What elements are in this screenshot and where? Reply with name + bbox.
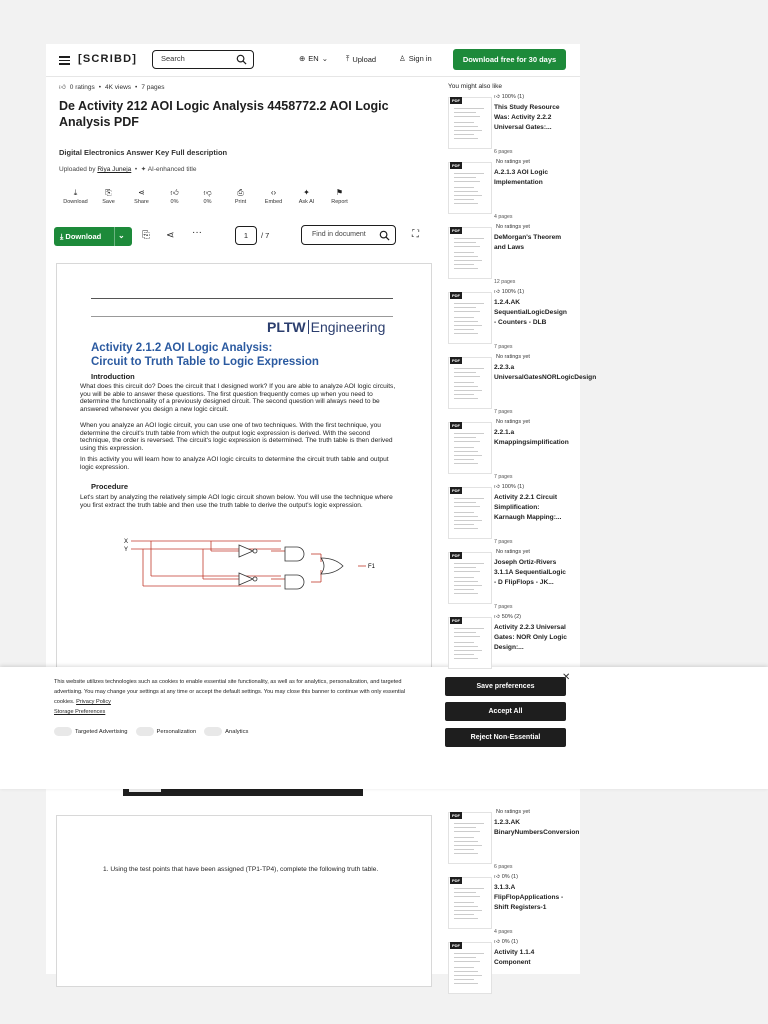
document-thumbnail [448, 812, 492, 864]
page-title: De Activity 212 AOI Logic Analysis 4458772.2 AOI Logic Analysis PDF [59, 99, 389, 129]
action-ask-ai[interactable]: ✦ Ask AI [290, 187, 323, 205]
action-bar [59, 187, 356, 205]
find-in-document-input[interactable]: Find in document [301, 225, 396, 245]
embed-icon: ‹› [270, 188, 277, 197]
activity-heading: Activity 2.1.2 AOI Logic Analysis: Circuit to Truth Table to Logic Expression [91, 342, 319, 368]
item-rating: 100% (1) [501, 289, 525, 295]
sidebar-item[interactable] [448, 159, 568, 221]
uploader-line: Uploaded by Riya Juneja • ✦ AI-enhanced title [59, 166, 197, 173]
item-title: 2.2.3.a UniversalGatesNORLogicDesign [494, 364, 597, 381]
sparkle-icon: ✦ [140, 166, 147, 173]
globe-icon: ⊕ [299, 54, 306, 63]
bookmark-icon: ⎘ [105, 188, 112, 197]
upload-icon: ⤒ [346, 54, 350, 63]
full-description-link[interactable]: Full description [171, 148, 228, 157]
upload-button[interactable]: ⤒ Upload [346, 54, 377, 64]
item-pages: 7 pages [494, 539, 513, 545]
pdf-badge: PDF [452, 163, 460, 168]
user-icon: ♙ [399, 54, 406, 63]
scribd-logo[interactable]: [SCRIBD] [78, 53, 138, 65]
item-rating: No ratings yet [496, 419, 530, 425]
toggle-targeted-advertising[interactable]: Targeted Advertising [54, 727, 128, 736]
pdf-badge: PDF [452, 878, 460, 883]
search-icon [379, 230, 390, 241]
action-report[interactable]: ⚑ Report [323, 187, 356, 205]
document-page-2 [56, 815, 432, 987]
share-icon: ⋖ [138, 188, 145, 197]
item-pages: 4 pages [494, 214, 513, 220]
more-icon[interactable]: ··· [192, 227, 202, 238]
item-rating: 0% (1) [501, 939, 518, 945]
item-pages: 7 pages [494, 409, 513, 415]
sidebar-item[interactable] [448, 224, 568, 286]
item-rating: 50% (2) [501, 614, 522, 620]
procedure-heading: Procedure [91, 482, 129, 491]
sparkle-icon: ✦ [303, 188, 310, 197]
item-title: A.2.1.3 AOI Logic Implementation [494, 169, 548, 186]
fullscreen-icon[interactable]: ⛶ [412, 229, 419, 240]
download-free-button[interactable]: Download free for 30 days [453, 49, 566, 70]
item-rating: No ratings yet [496, 159, 530, 165]
document-thumbnail [448, 422, 492, 474]
reject-non-essential-button[interactable]: Reject Non-Essential [445, 728, 566, 747]
download-icon: ⤓ [73, 188, 78, 197]
cookie-text: This website utilizes technologies such as cookies to enable essential site functionality, as well as for analytics, personalization, and targeted advertising. You may change your settings at any time or accept the default settings. You may close this banner to continue with only essential cookies. [54, 679, 406, 705]
document-thumbnail [448, 617, 492, 669]
item-pages: 7 pages [494, 474, 513, 480]
pdf-badge: PDF [452, 943, 460, 948]
item-pages: 4 pages [494, 929, 513, 935]
sidebar-item[interactable] [448, 614, 568, 676]
item-title: 1.2.3.AK BinaryNumbersConversion [494, 819, 580, 836]
thumbs-up-icon: 👍︎ [59, 84, 66, 91]
sidebar-item[interactable] [448, 874, 568, 936]
thumbs-down-icon: 👎︎ [203, 188, 212, 197]
sidebar-item[interactable] [448, 354, 597, 416]
doc-meta: 👍︎ 0 ratings • 4K views • 7 pages [59, 83, 165, 91]
privacy-policy-link[interactable]: Privacy Policy [76, 699, 111, 705]
item-title: Joseph Ortiz-Rivers 3.1.1A SequentialLogic - D FlipFlops - JK... [494, 559, 566, 586]
pdf-badge: PDF [452, 553, 460, 558]
item-pages: 12 pages [494, 279, 516, 285]
item-title: 2.2.1.a Kmappingsimplification [494, 429, 569, 446]
aoi-circuit-diagram [121, 534, 376, 604]
thumbs-up-icon: 👍︎ [494, 289, 500, 295]
action-save[interactable]: ⎘ Save [92, 187, 125, 205]
thumbs-up-icon: 👍︎ [170, 188, 179, 197]
item-rating: No ratings yet [496, 549, 530, 555]
toggle-personalization[interactable]: Personalization [136, 727, 197, 736]
pdf-badge: PDF [452, 813, 460, 818]
chevron-down-icon[interactable]: ⌄ [118, 231, 125, 240]
sidebar-title: You might also like [448, 83, 502, 90]
download-icon: ⤓ [60, 232, 64, 241]
intro-paragraph-3: In this activity you will learn how to analyze AOI logic circuits to determine the circuit truth table and output logic expression. [80, 456, 389, 471]
close-icon[interactable]: ✕ [562, 672, 571, 683]
action-embed[interactable]: ‹› Embed [257, 187, 290, 205]
search-icon [236, 54, 247, 65]
search-placeholder: Search [161, 54, 185, 63]
pdf-badge: PDF [452, 618, 460, 623]
uploader-link[interactable]: Riya Juneja [97, 166, 132, 173]
introduction-heading: Introduction [91, 372, 135, 381]
document-thumbnail [448, 552, 492, 604]
action-print[interactable]: ⎙ Print [224, 187, 257, 205]
pdf-badge: PDF [452, 488, 460, 493]
top-bar [46, 44, 580, 77]
input-x-label: X [124, 539, 129, 545]
question-1: 1. Using the test points that have been assigned (TP1-TP4), complete the following truth table. [103, 866, 379, 873]
item-title: 1.2.4.AK SequentialLogicDesign - Counters - DLB [494, 299, 567, 326]
action-dislike[interactable]: 👎︎ 0% [191, 187, 224, 205]
language-selector[interactable]: ⊕ EN ⌄ [299, 54, 329, 63]
item-rating: No ratings yet [496, 354, 530, 360]
item-title: DeMorgan's Theorem and Laws [494, 234, 562, 251]
pdf-badge: PDF [452, 358, 460, 363]
intro-paragraph-2: When you analyze an AOI logic circuit, you can use one of two techniques. With the first technique, you determine the circuit's truth table from which the output logic expression is derived. With the second technique, the order is reversed. The circuit's logic expression is determined. The truth table is then derived using this expression. [80, 422, 393, 452]
pdf-badge: PDF [452, 228, 460, 233]
menu-icon[interactable] [59, 56, 70, 64]
input-y-label: Y [124, 547, 129, 553]
document-thumbnail [448, 292, 492, 344]
page-total: / 7 [261, 231, 270, 240]
print-icon: ⎙ [237, 188, 244, 197]
item-rating: No ratings yet [496, 809, 530, 815]
item-pages: 6 pages [494, 864, 513, 870]
item-pages: 6 pages [494, 149, 513, 155]
thumbs-up-icon: 👍︎ [494, 94, 500, 100]
document-page-1 [56, 263, 432, 705]
sidebar-item[interactable] [448, 289, 568, 351]
item-title: This Study Resource Was: Activity 2.2.2 Universal Gates:... [494, 104, 560, 131]
item-pages: 7 pages [494, 604, 513, 610]
flag-icon: ⚑ [335, 188, 344, 197]
item-pages: 7 pages [494, 344, 513, 350]
document-thumbnail [448, 487, 492, 539]
download-button[interactable]: ⤓ Download ⌄ [54, 227, 132, 246]
thumbs-up-icon: 👍︎ [494, 939, 500, 945]
item-rating: No ratings yet [496, 224, 530, 230]
thumbs-up-icon: 👍︎ [494, 874, 500, 880]
item-title: Activity 2.2.3 Universal Gates: NOR Only Logic Design:... [494, 624, 567, 651]
action-share[interactable]: ⋖ Share [125, 187, 158, 205]
doc-description: Digital Electronics Answer Key Full description [59, 148, 228, 157]
document-thumbnail [448, 877, 492, 929]
storage-preferences-link[interactable]: Storage Preferences [54, 709, 106, 715]
pdf-badge: PDF [452, 293, 460, 298]
chevron-down-icon: ⌄ [321, 54, 329, 63]
sidebar-item[interactable] [448, 549, 568, 611]
sidebar-item[interactable] [448, 419, 568, 481]
thumbs-up-icon: 👍︎ [494, 484, 500, 490]
bookmark-icon[interactable]: ⎘ [142, 230, 150, 241]
sign-in-button[interactable]: ♙ Sign in [399, 54, 432, 63]
sidebar-item[interactable] [448, 809, 580, 871]
item-title: 3.1.3.A FlipFlopApplications - Shift Registers-1 [494, 884, 564, 911]
save-preferences-button[interactable]: Save preferences [445, 677, 566, 696]
pdf-badge: PDF [452, 423, 460, 428]
item-rating: 100% (1) [501, 94, 525, 100]
procedure-paragraph: Let's start by analyzing the relatively simple AOI logic circuit shown below. You will use the technique where you first extract the truth table and then use the truth table to derive the output's logic expression. [80, 494, 393, 509]
share-icon[interactable]: ⋖ [166, 230, 175, 241]
search-box[interactable] [152, 50, 254, 69]
accept-all-button[interactable]: Accept All [445, 702, 566, 721]
thumbs-up-icon: 👍︎ [494, 614, 500, 620]
action-like[interactable]: 👍︎ 0% [158, 187, 191, 205]
intro-paragraph-1: What does this circuit do? Does the circuit that I designed work? If you are able to analyze AOI logic circuits, you will be able to answer these questions. The first question frequently comes up when you need to determine the functionality of a previously designed circuit. The second question will always need to be answered whenever you design a new logic circuit. [80, 383, 396, 413]
document-thumbnail [448, 942, 492, 994]
output-f1-label: F1 [368, 564, 376, 570]
item-rating: 0% (1) [501, 874, 518, 880]
document-thumbnail [448, 162, 492, 214]
document-thumbnail [448, 97, 492, 149]
item-title: Activity 2.2.1 Circuit Simplification: Karnaugh Mapping:... [494, 494, 562, 521]
pdf-badge: PDF [452, 98, 460, 103]
sidebar-item[interactable] [448, 939, 568, 1001]
pltw-logo: PLTW Engineering [267, 319, 386, 335]
page-number-input[interactable]: 1 [235, 226, 257, 245]
item-rating: 100% (1) [501, 484, 525, 490]
cookie-banner [0, 667, 768, 789]
document-thumbnail [448, 357, 492, 409]
document-thumbnail [448, 227, 492, 279]
sidebar-item[interactable] [448, 484, 568, 546]
item-title: Activity 1.1.4 Component [494, 949, 535, 966]
sidebar-item[interactable] [448, 94, 568, 156]
toggle-analytics[interactable]: Analytics [204, 727, 248, 736]
action-download[interactable]: ⤓ Download [59, 187, 92, 205]
